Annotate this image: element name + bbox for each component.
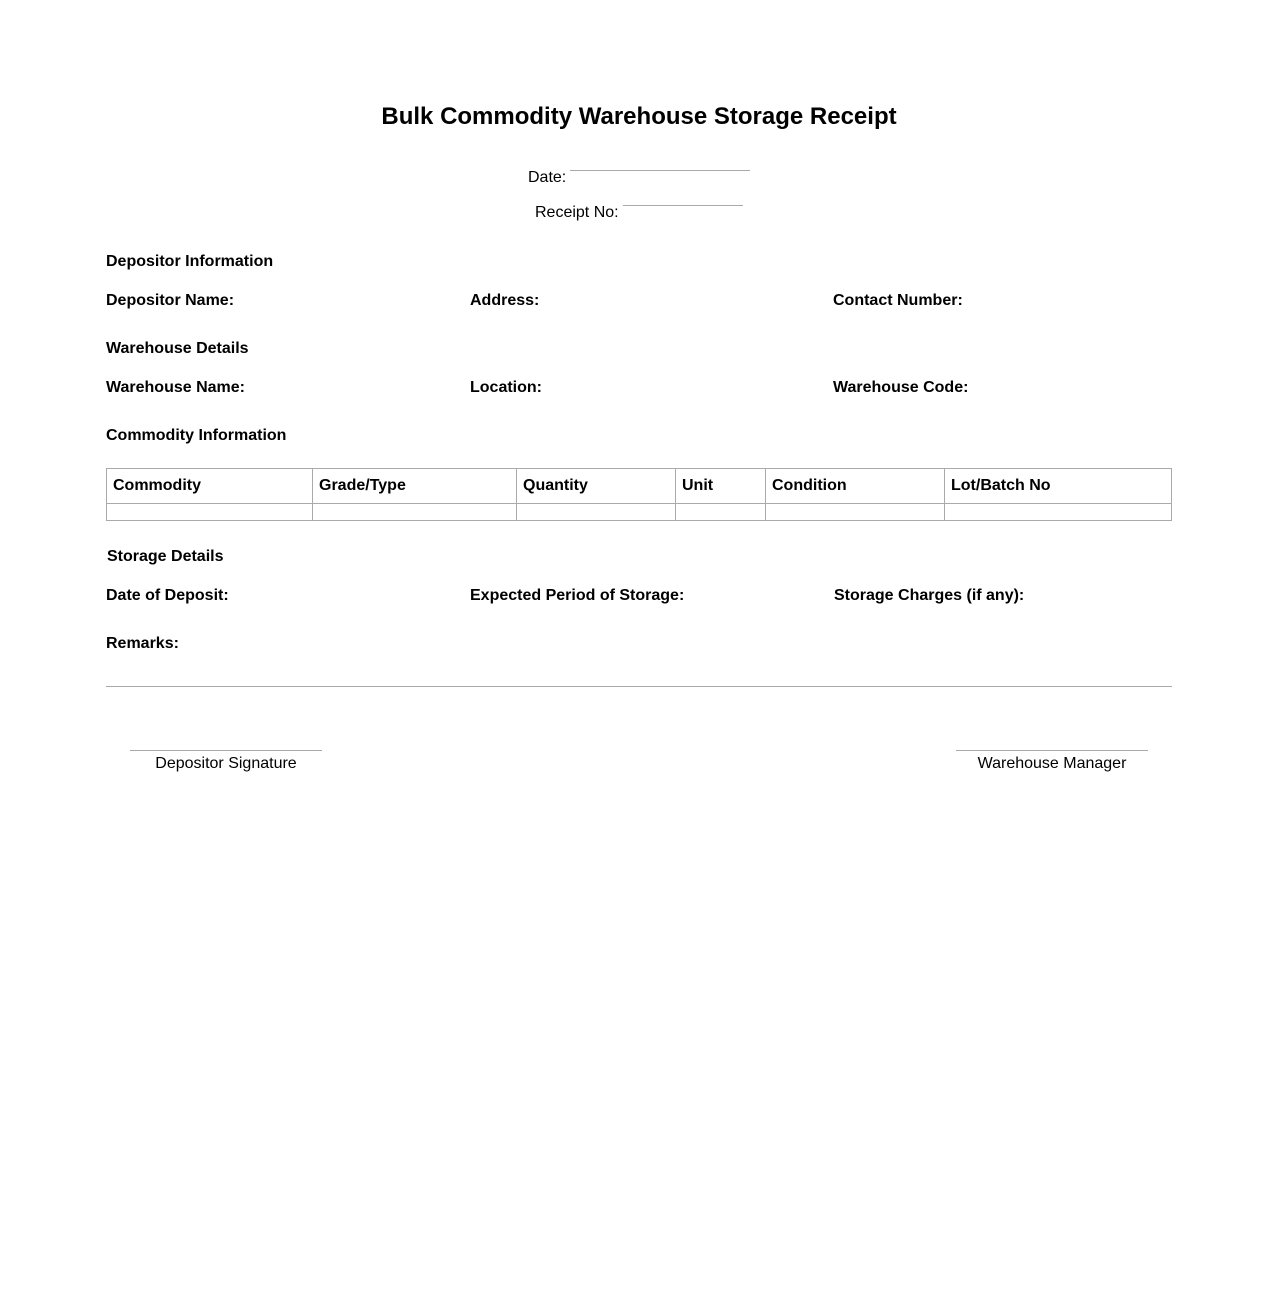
date-label: Date: [528, 169, 567, 186]
table-row [107, 504, 1172, 521]
column-header-commodity: Commodity [107, 469, 313, 504]
warehouse-code-label: Warehouse Code: [833, 379, 969, 396]
warehouse-manager-label: Warehouse Manager [977, 755, 1127, 772]
depositor-fields-row [106, 291, 1172, 311]
quantity-cell[interactable] [517, 504, 676, 521]
commodity-section-heading: Commodity Information [106, 427, 287, 444]
receipt-no-label: Receipt No: [535, 204, 619, 221]
depositor-section-heading: Depositor Information [106, 253, 274, 270]
warehouse-fields-row [106, 378, 1172, 398]
commodity-table-header-row [107, 469, 1172, 504]
unit-cell[interactable] [676, 504, 766, 521]
commodity-table [106, 468, 1172, 521]
storage-section-heading: Storage Details [107, 548, 224, 565]
receipt-no-blank-field[interactable] [623, 205, 743, 206]
condition-cell[interactable] [766, 504, 945, 521]
depositor-name-label: Depositor Name: [106, 292, 235, 309]
column-header-unit: Unit [676, 469, 766, 504]
depositor-signature-label: Depositor Signature [155, 755, 297, 772]
column-header-lot-batch-no: Lot/Batch No [945, 469, 1172, 504]
expected-period-label: Expected Period of Storage: [470, 587, 685, 604]
date-of-deposit-label: Date of Deposit: [106, 587, 229, 604]
warehouse-section-heading: Warehouse Details [106, 340, 249, 357]
warehouse-name-label: Warehouse Name: [106, 379, 245, 396]
location-label: Location: [470, 379, 542, 396]
lot-batch-no-cell[interactable] [945, 504, 1172, 521]
remarks-row [106, 634, 1172, 654]
date-blank-field[interactable] [570, 170, 750, 171]
receipt-no-line [535, 203, 743, 223]
storage-charges-label: Storage Charges (if any): [834, 587, 1025, 604]
column-header-grade-type: Grade/Type [313, 469, 517, 504]
warehouse-manager-signature-line[interactable] [956, 750, 1148, 777]
depositor-signature-line[interactable] [130, 750, 322, 777]
remarks-divider [106, 686, 1172, 687]
column-header-quantity: Quantity [517, 469, 676, 504]
document-title: Bulk Commodity Warehouse Storage Receipt [381, 103, 897, 130]
remarks-label: Remarks: [106, 635, 179, 652]
grade-type-cell[interactable] [313, 504, 517, 521]
storage-fields-row [106, 586, 1172, 606]
date-line [528, 168, 750, 188]
commodity-cell[interactable] [107, 504, 313, 521]
column-header-condition: Condition [766, 469, 945, 504]
contact-number-label: Contact Number: [833, 292, 963, 309]
address-label: Address: [470, 292, 540, 309]
